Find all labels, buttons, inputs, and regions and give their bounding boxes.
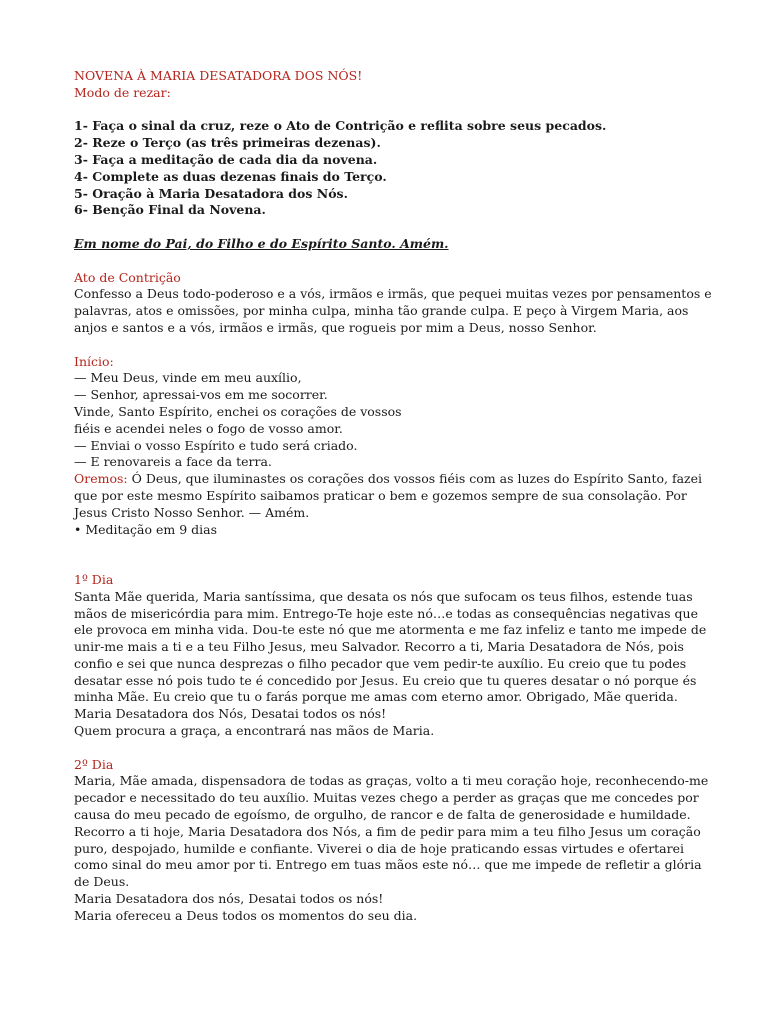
day1-line: ele provoca em minha vida. Dou-te este nó que me atormenta e me faz infeliz e tanto me impede de [74, 622, 707, 638]
page-title: NOVENA À MARIA DESATADORA DOS NÓS! [74, 68, 363, 83]
day1-heading: 1º Dia [74, 571, 114, 587]
day2-line: puro, despojado, humilde e confiante. Viverei o dia de hoje praticando essas virtudes e ofertarei [74, 840, 685, 856]
day1-line: unir-me mais a ti e a teu Filho Jesus, meu Salvador. Recorro a ti, Maria Desatadora de Nós, pois [74, 639, 684, 655]
step-item: 2- Reze o Terço (as três primeiras dezenas). [74, 135, 381, 151]
contrition-line: palavras, atos e omissões, por minha culpa, minha tão grande culpa. E peço à Virgem Maria, aos [74, 303, 689, 319]
mode-label: Modo de rezar: [74, 84, 171, 100]
day1-line: desatar esse nó pois tudo te é concedido por Jesus. Eu creio que tu queres desatar o nó porque és [74, 672, 697, 688]
contrition-section [74, 270, 768, 337]
contrition-line: Confesso a Deus todo-poderoso e a vós, irmãos e irmãs, que pequei muitas vezes por pensamentos e [74, 286, 712, 302]
inicio-line: — Enviai o vosso Espírito e tudo será criado. [74, 437, 358, 453]
step-item: 4- Complete as duas dezenas finais do Terço. [74, 168, 387, 184]
oremos-line: que por este mesmo Espírito saibamos praticar o bem e gozemos sempre de sua consolação. Por [74, 487, 687, 503]
spacer [74, 538, 768, 555]
day1-line: Santa Mãe querida, Maria santíssima, que desata os nós que sufocam os teus filhos, estende tuas [74, 588, 693, 604]
day2-line: Maria Desatadora dos nós, Desatai todos os nós! [74, 891, 384, 907]
step-item: 3- Faça a meditação de cada dia da novena. [74, 151, 378, 167]
inicio-line: — Meu Deus, vinde em meu auxílio, [74, 370, 302, 386]
spacer [74, 337, 768, 354]
day1-line: Quem procura a graça, a encontrará nas mãos de Maria. [74, 723, 435, 739]
spacer [74, 102, 768, 119]
inicio-line: — E renovareis a face da terra. [74, 454, 272, 470]
step-item: 1- Faça o sinal da cruz, reze o Ato de Contrição e reflita sobre seus pecados. [74, 118, 607, 134]
day2-line: como sinal do meu amor por ti. Entrego em tuas mãos este nó… que me impede de refletir a glória [74, 857, 702, 873]
spacer [74, 219, 768, 236]
inicio-section [74, 354, 768, 539]
day1-line: minha Mãe. Eu creio que tu o farás porque me amas com eterno amor. Obrigado, Mãe querida. [74, 689, 678, 705]
day1-line: mãos de misericórdia para mim. Entrego-Te hoje este nó…e todas as consequências negativas que [74, 605, 698, 621]
invocation: Em nome do Pai, do Filho e do Espírito Santo. Amém. [74, 235, 449, 251]
day2-line: pecador e necessitado do teu auxílio. Muitas vezes chego a perder as graças que me concedes por [74, 790, 699, 806]
oremos-text: Ó Deus, que iluminastes os corações dos vossos fiéis com as luzes do Espírito Santo, fazei [127, 471, 703, 487]
day2-line: de Deus. [74, 874, 130, 890]
day1-section [74, 572, 768, 740]
day2-section [74, 757, 768, 925]
day2-line: Maria, Mãe amada, dispensadora de todas as graças, volto a ti meu coração hoje, reconhecendo-me [74, 773, 709, 789]
day1-line: Maria Desatadora dos Nós, Desatai todos os nós! [74, 706, 387, 722]
oremos-line: Jesus Cristo Nosso Senhor. — Amém. [74, 504, 310, 520]
oremos-line [74, 471, 768, 488]
oremos-label: Oremos: [74, 471, 128, 487]
inicio-line: Vinde, Santo Espírito, enchei os corações de vossos [74, 403, 402, 419]
day2-line: Maria ofereceu a Deus todos os momentos do seu dia. [74, 907, 418, 923]
day2-heading: 2º Dia [74, 756, 114, 772]
steps-list [74, 118, 768, 219]
inicio-heading: Início: [74, 353, 114, 369]
spacer [74, 740, 768, 757]
spacer [74, 253, 768, 270]
contrition-line: anjos e santos e a vós, irmãos e irmãs, que rogueis por mim a Deus, nosso Senhor. [74, 319, 597, 335]
spacer [74, 555, 768, 572]
day1-line: confio e sei que nunca desprezas o filho pecador que vem pedir-te auxílio. Eu creio que tu podes [74, 655, 687, 671]
inicio-line: fiéis e acendei neles o fogo de vosso amor. [74, 420, 343, 436]
inicio-line: — Senhor, apressai-vos em me socorrer. [74, 387, 328, 403]
contrition-heading: Ato de Contrição [74, 269, 181, 285]
meditation-note: • Meditação em 9 dias [74, 521, 217, 537]
step-item: 6- Benção Final da Novena. [74, 202, 266, 218]
step-item: 5- Oração à Maria Desatadora dos Nós. [74, 185, 348, 201]
day2-line: causa do meu pecado de egoísmo, de orgulho, de rancor e de falta de generosidade e humildade. [74, 807, 691, 823]
day2-line: Recorro a ti hoje, Maria Desatadora dos Nós, a fim de pedir para mim a teu filho Jesus um coração [74, 823, 701, 839]
